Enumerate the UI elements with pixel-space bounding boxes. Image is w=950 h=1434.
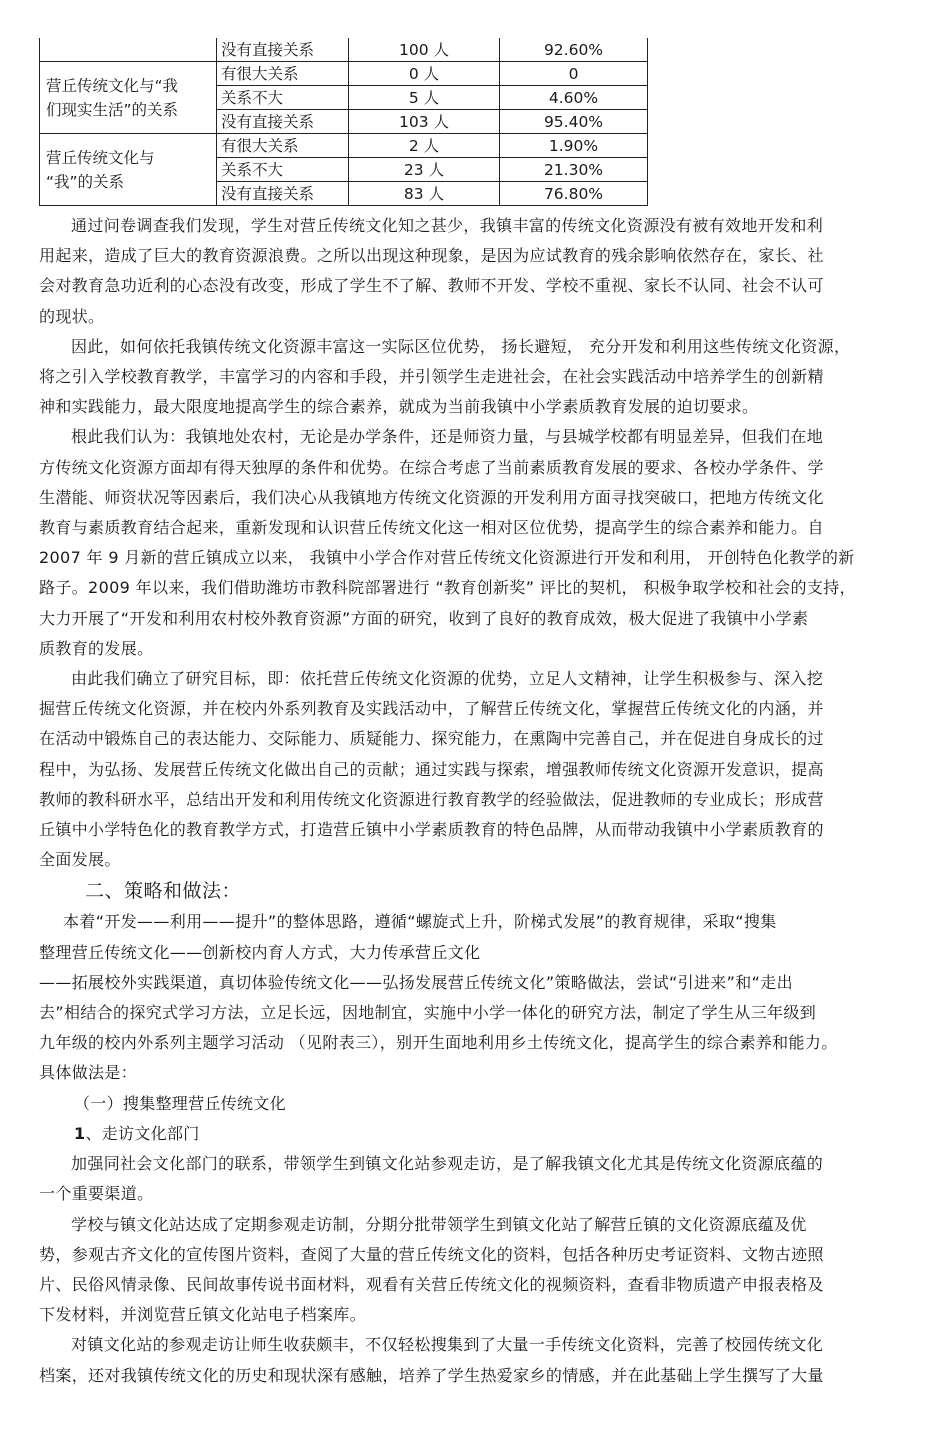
count-cell: 2 人: [349, 134, 500, 158]
paragraph: [39, 211, 907, 332]
text-line: 整理营丘传统文化——创新校内育人方式，大力传承营丘文化: [39, 942, 481, 962]
paragraph: [39, 1149, 907, 1209]
percent-cell: 21.30%: [500, 158, 648, 182]
table-row: [40, 62, 648, 86]
answer-cell: 关系不大: [217, 158, 349, 182]
percent-cell: 1.90%: [500, 134, 648, 158]
paragraph: [39, 907, 907, 1088]
text-line: 在活动中锻炼自己的表达能力、交际能力、质疑能力、探究能力，在熏陶中完善自己，并在促进自身成长的过: [39, 729, 824, 749]
text-line: 将之引入学校教育教学，丰富学习的内容和手段，并引领学生走进社会，在社会实践活动中培养学生的创新精: [39, 367, 824, 387]
answer-cell: 没有直接关系: [217, 182, 349, 206]
text-line: 根此我们认为：我镇地处农村，无论是办学条件，还是师资力量，与县城学校都有明显差异，但我们在地: [71, 427, 824, 447]
count-cell: 83 人: [349, 182, 500, 206]
text-line: 生潜能、师资状况等因素后，我们决心从我镇地方传统文化资源的开发利用方面寻找突破口，把地方传统文化: [39, 487, 824, 507]
text-line: 势，参观古齐文化的宣传图片资料，查阅了大量的营丘传统文化的资料，包括各种历史考证资料、文物古迹照: [39, 1244, 824, 1264]
text-line: 教师的教科研水平，总结出开发和利用传统文化资源进行教育教学的经验做法，促进教师的专业成长；形成营: [39, 789, 824, 809]
text-line: 去”相结合的探究式学习方法，立足长远，因地制宜，实施中小学一体化的研究方法，制定了学生从三年级到: [39, 1003, 817, 1023]
percent-cell: 92.60%: [500, 38, 648, 62]
paragraph: [39, 332, 907, 423]
text-line: 神和实践能力，最大限度地提高学生的综合素养，就成为当前我镇中小学素质教育发展的迫切要求。: [39, 397, 759, 417]
text-line: 的现状。: [39, 306, 105, 326]
text-line: 通过问卷调查我们发现，学生对营丘传统文化知之甚少，我镇丰富的传统文化资源没有被有效地开发和利: [71, 216, 824, 235]
percent-cell: 95.40%: [500, 110, 648, 134]
body-text: [39, 211, 907, 1391]
category-line: 们现实生活”的关系: [46, 100, 179, 119]
paragraph: [39, 422, 907, 664]
text-line: 2007 年 9 月新的营丘镇成立以来， 我镇中小学合作对营丘传统文化资源进行开发和利用， 开创特色化教学的新: [39, 548, 855, 568]
count-cell: 23 人: [349, 158, 500, 182]
answer-cell: 有很大关系: [217, 62, 349, 86]
text-line: 质教育的发展。: [39, 638, 154, 658]
text-line: 方传统文化资源方面却有得天独厚的条件和优势。在综合考虑了当前素质教育发展的要求、各校办学条件、学: [39, 457, 824, 477]
percent-cell: 76.80%: [500, 182, 648, 206]
count-cell: 103 人: [349, 110, 500, 134]
text-line: 一个重要渠道。: [39, 1184, 154, 1204]
survey-table: [39, 38, 648, 206]
paragraph: [39, 1210, 907, 1331]
item-number: 1: [74, 1123, 86, 1143]
category-cell: [40, 38, 217, 62]
text-line: 由此我们确立了研究目标，即：依托营丘传统文化资源的优势，立足人文精神，让学生积极参与、深入挖: [71, 669, 824, 689]
percent-cell: 0: [500, 62, 648, 86]
section-heading: 二、策略和做法：: [85, 880, 242, 903]
text-line: 掘营丘传统文化资源，并在校内外系列教育及实践活动中，了解营丘传统文化，掌握营丘传统文化的内涵，并: [39, 699, 824, 719]
count-cell: 100 人: [349, 38, 500, 62]
paragraph: [39, 664, 907, 875]
answer-cell: 没有直接关系: [217, 38, 349, 62]
text-line: 下发材料，并浏览营丘镇文化站电子档案库。: [39, 1305, 367, 1325]
text-line: 对镇文化站的参观走访让师生收获颇丰，不仅轻松搜集到了大量一手传统文化资料，完善了校园传统文化: [71, 1335, 824, 1355]
text-line: 九年级的校内外系列主题学习活动 （见附表三），别开生面地利用乡土传统文化，提高学生的综合素养和能力。: [39, 1033, 838, 1053]
answer-cell: 关系不大: [217, 86, 349, 110]
text-line: 加强同社会文化部门的联系，带领学生到镇文化站参观走访，是了解我镇文化尤其是传统文化资源底蕴的: [71, 1154, 824, 1174]
text-line: 教育与素质教育结合起来，重新发现和认识营丘传统文化这一相对区位优势，提高学生的综合素养和能力。自: [39, 518, 824, 538]
answer-cell: 没有直接关系: [217, 110, 349, 134]
category-cell: [40, 62, 217, 134]
text-line: 全面发展。: [39, 850, 121, 870]
count-cell: 5 人: [349, 86, 500, 110]
text-line: 会对教育急功近利的心态没有改变，形成了学生不了解、教师不开发、学校不重视、家长不认同、社会不认可: [39, 276, 824, 296]
table-row: [40, 38, 648, 62]
subsection-item: [74, 1119, 907, 1149]
text-line: 路子。2009 年以来，我们借助潍坊市教科院部署进行 “教育创新奖” 评比的契机， 积极争取学校和社会的支持，: [39, 578, 856, 598]
percent-cell: 4.60%: [500, 86, 648, 110]
text-line: 片、民俗风情录像、民间故事传说书面材料，观看有关营丘传统文化的视频资料，查看非物质遗产申报表格及: [39, 1274, 824, 1294]
category-line: 营丘传统文化与“我: [46, 76, 179, 95]
count-cell: 0 人: [349, 62, 500, 86]
text-line: 档案，还对我镇传统文化的历史和现状深有感触，培养了学生热爱家乡的情感，并在此基础上学生撰写了大量: [39, 1365, 824, 1385]
category-cell: [40, 134, 217, 206]
text-line: 程中，为弘扬、发展营丘传统文化做出自己的贡献；通过实践与探索，增强教师传统文化资源开发意识，提高: [39, 759, 824, 779]
text-line: 大力开展了“开发和利用农村校外教育资源”方面的研究，收到了良好的教育成效，极大促进了我镇中小学素: [39, 608, 809, 628]
answer-cell: 有很大关系: [217, 134, 349, 158]
text-line: 丘镇中小学特色化的教育教学方式，打造营丘镇中小学素质教育的特色品牌，从而带动我镇中小学素质教育的: [39, 820, 824, 840]
text-line: 因此，如何依托我镇传统文化资源丰富这一实际区位优势， 扬长避短， 充分开发和利用这些传统文化资源，: [71, 336, 851, 356]
text-line: 具体做法是：: [39, 1063, 138, 1083]
text-line: 本着“开发——利用——提升”的整体思路，遵循“螺旋式上升，阶梯式发展”的教育规律，采取“搜集: [63, 912, 777, 932]
subsection-heading: （一）搜集整理营丘传统文化: [74, 1093, 286, 1113]
text-line: 学校与镇文化站达成了定期参观走访制，分期分批带领学生到镇文化站了解营丘镇的文化资源底蕴及优: [71, 1214, 807, 1234]
category-line: “我”的关系: [46, 172, 125, 191]
text-line: 用起来，造成了巨大的教育资源浪费。之所以出现这种现象，是因为应试教育的残余影响依然存在，家长、社: [39, 246, 824, 266]
table-row: [40, 134, 648, 158]
text-line: ——拓展校外实践渠道，真切体验传统文化——弘扬发展营丘传统文化”策略做法，尝试“引进来”和“走出: [39, 972, 793, 992]
paragraph: [39, 1330, 907, 1390]
item-title: 、走访文化部门: [85, 1123, 200, 1143]
category-line: 营丘传统文化与: [46, 148, 155, 167]
